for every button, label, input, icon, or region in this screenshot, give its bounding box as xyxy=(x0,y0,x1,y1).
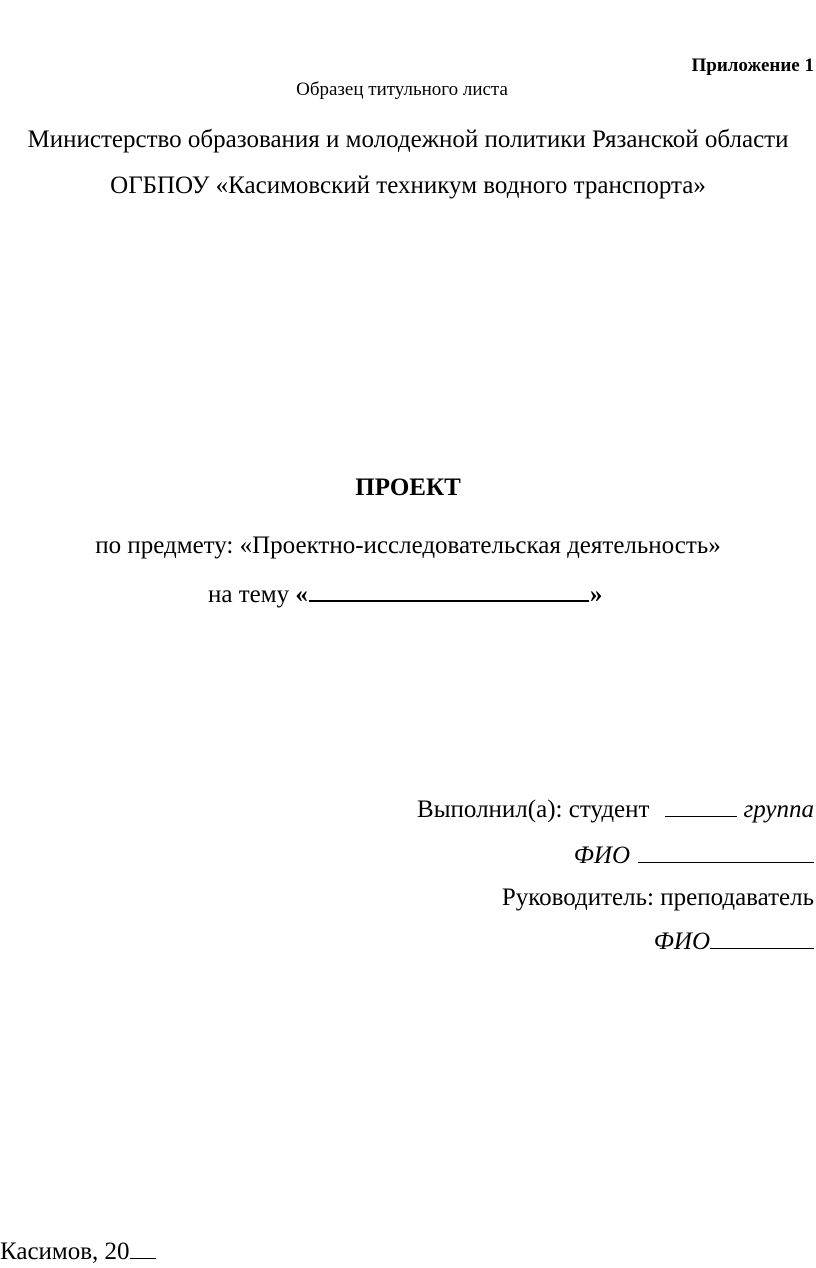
topic-open-quote: « xyxy=(295,581,308,608)
sample-caption-text: Образец титульного листа xyxy=(296,79,508,100)
college-name: ОГБПОУ «Касимовский техникум водного транспорта» xyxy=(110,172,706,199)
supervisor-label: Руководитель: преподаватель xyxy=(501,884,814,911)
city-year-text: Касимов, 20 xyxy=(0,1238,130,1265)
group-label: группа xyxy=(743,796,814,823)
student-fio-blank xyxy=(638,842,814,863)
performer-line xyxy=(417,796,814,824)
student-fio-label: ФИО xyxy=(573,842,630,869)
supervisor-fio-line xyxy=(654,928,814,956)
topic-blank xyxy=(309,578,589,602)
city-year-line xyxy=(0,1238,156,1266)
performer-label: Выполнил(а): студент xyxy=(417,796,650,823)
subject-line: по предмету: «Проектно-исследовательская деятельность» xyxy=(95,532,721,559)
supervisor-fio-blank xyxy=(710,928,814,949)
project-title: ПРОЕКТ xyxy=(355,474,461,501)
student-fio-line xyxy=(574,842,814,870)
topic-line xyxy=(208,578,602,609)
ministry-name: Министерство образования и молодежной политики Рязанской области xyxy=(27,126,789,153)
year-blank xyxy=(130,1238,156,1259)
supervisor-fio-label: ФИО xyxy=(653,928,710,955)
topic-prefix: на тему xyxy=(208,581,296,608)
topic-close-quote: » xyxy=(589,581,603,608)
sample-caption xyxy=(0,79,816,101)
group-blank xyxy=(665,796,737,817)
appendix-label: Приложение 1 xyxy=(691,55,814,76)
